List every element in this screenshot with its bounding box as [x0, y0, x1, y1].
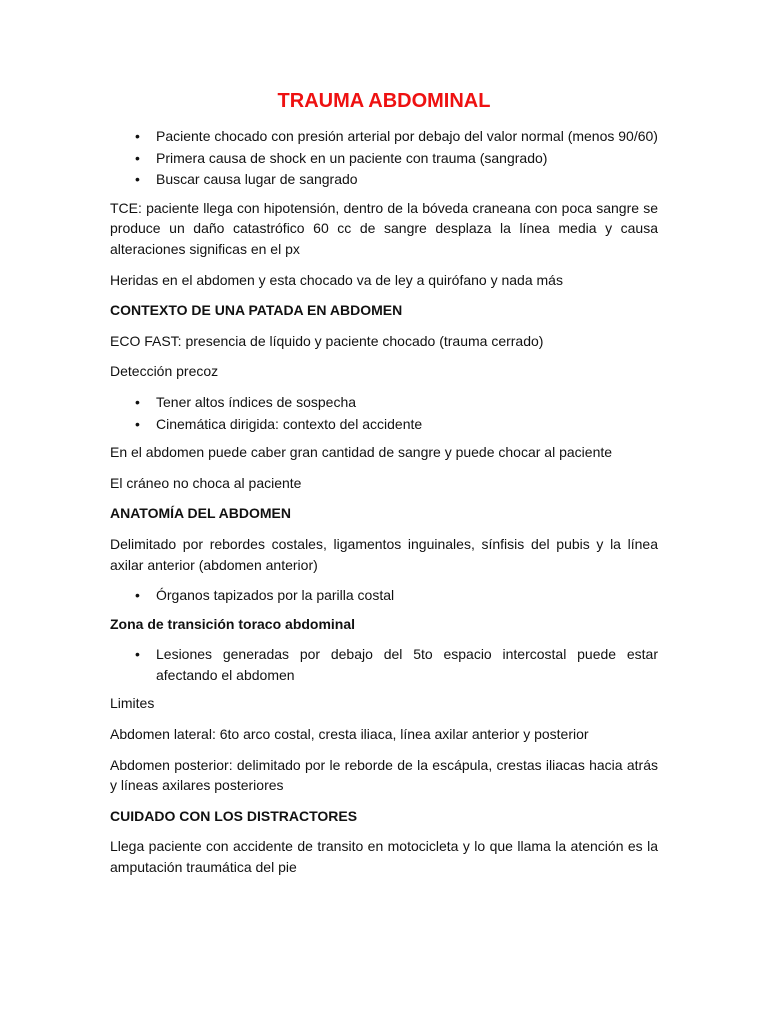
bullet-list-shock: [110, 126, 658, 190]
paragraph-llega-paciente: Llega paciente con accidente de transito en motocicleta y lo que llama la atención es la amputación traumática del pie: [110, 838, 658, 876]
list-item: [135, 392, 658, 413]
bullet-icon: •: [135, 415, 140, 432]
document-title: TRAUMA ABDOMINAL: [277, 90, 491, 112]
list-item-text: Órganos tapizados por la parilla costal: [156, 587, 395, 604]
paragraph-abdomen-lateral: Abdomen lateral: 6to arco costal, cresta iliaca, línea axilar anterior y posterior: [110, 726, 589, 743]
list-item-text: Tener altos índices de sospecha: [156, 393, 357, 410]
paragraph-craneo: El cráneo no choca al paciente: [110, 474, 302, 491]
heading-cuidado: CUIDADO CON LOS DISTRACTORES: [110, 807, 358, 824]
list-item: [135, 585, 658, 606]
list-item: [135, 148, 658, 169]
document-page: [110, 88, 658, 888]
paragraph-abdomen-sangre: En el abdomen puede caber gran cantidad de sangre y puede chocar al paciente: [110, 444, 613, 461]
list-item: [135, 414, 658, 435]
paragraph-delimitado: Delimitado por rebordes costales, ligamentos inguinales, sínfisis del pubis y la línea axilar anterior (abdomen anterior): [110, 535, 658, 573]
paragraph-limites: Limites: [110, 695, 155, 712]
list-item: [135, 644, 658, 685]
heading-zona-transicion: Zona de transición toraco abdominal: [110, 615, 356, 632]
bullet-icon: •: [135, 149, 140, 166]
list-item-text: Cinemática dirigida: contexto del accidente: [156, 415, 423, 432]
bullet-list-lesiones: [110, 644, 658, 685]
paragraph-tce: TCE: paciente llega con hipotensión, dentro de la bóveda craneana con poca sangre se produce un daño catastrófico 60 cc de sangre desplaza la línea media y causa alteraciones significas en el px: [110, 199, 658, 257]
list-item-text: Paciente chocado con presión arterial por debajo del valor normal (menos 90/60): [156, 128, 658, 144]
paragraph-deteccion: Detección precoz: [110, 363, 219, 380]
list-item-text: Primera causa de shock en un paciente con trauma (sangrado): [156, 149, 548, 166]
list-item: [135, 169, 658, 190]
paragraph-abdomen-posterior: Abdomen posterior: delimitado por le reborde de la escápula, crestas iliacas hacia atrás y líneas axilares posteriores: [110, 756, 658, 794]
bullet-icon: •: [135, 393, 140, 410]
list-item-text: Buscar causa lugar de sangrado: [156, 171, 358, 188]
bullet-icon: •: [135, 171, 140, 188]
paragraph-eco-fast: ECO FAST: presencia de líquido y paciente chocado (trauma cerrado): [110, 332, 544, 349]
bullet-icon: •: [135, 128, 140, 144]
list-item: [135, 126, 658, 147]
bullet-list-organos: [110, 585, 658, 606]
list-item-text: Lesiones generadas por debajo del 5to espacio intercostal puede estar afectando el abdomen: [156, 646, 658, 683]
bullet-list-deteccion: [110, 392, 658, 434]
heading-contexto: CONTEXTO DE UNA PATADA EN ABDOMEN: [110, 302, 403, 319]
paragraph-heridas: Heridas en el abdomen y esta chocado va de ley a quirófano y nada más: [110, 271, 563, 288]
bullet-icon: •: [135, 646, 140, 663]
bullet-icon: •: [135, 587, 140, 604]
heading-anatomia: ANATOMÍA DEL ABDOMEN: [110, 505, 291, 522]
